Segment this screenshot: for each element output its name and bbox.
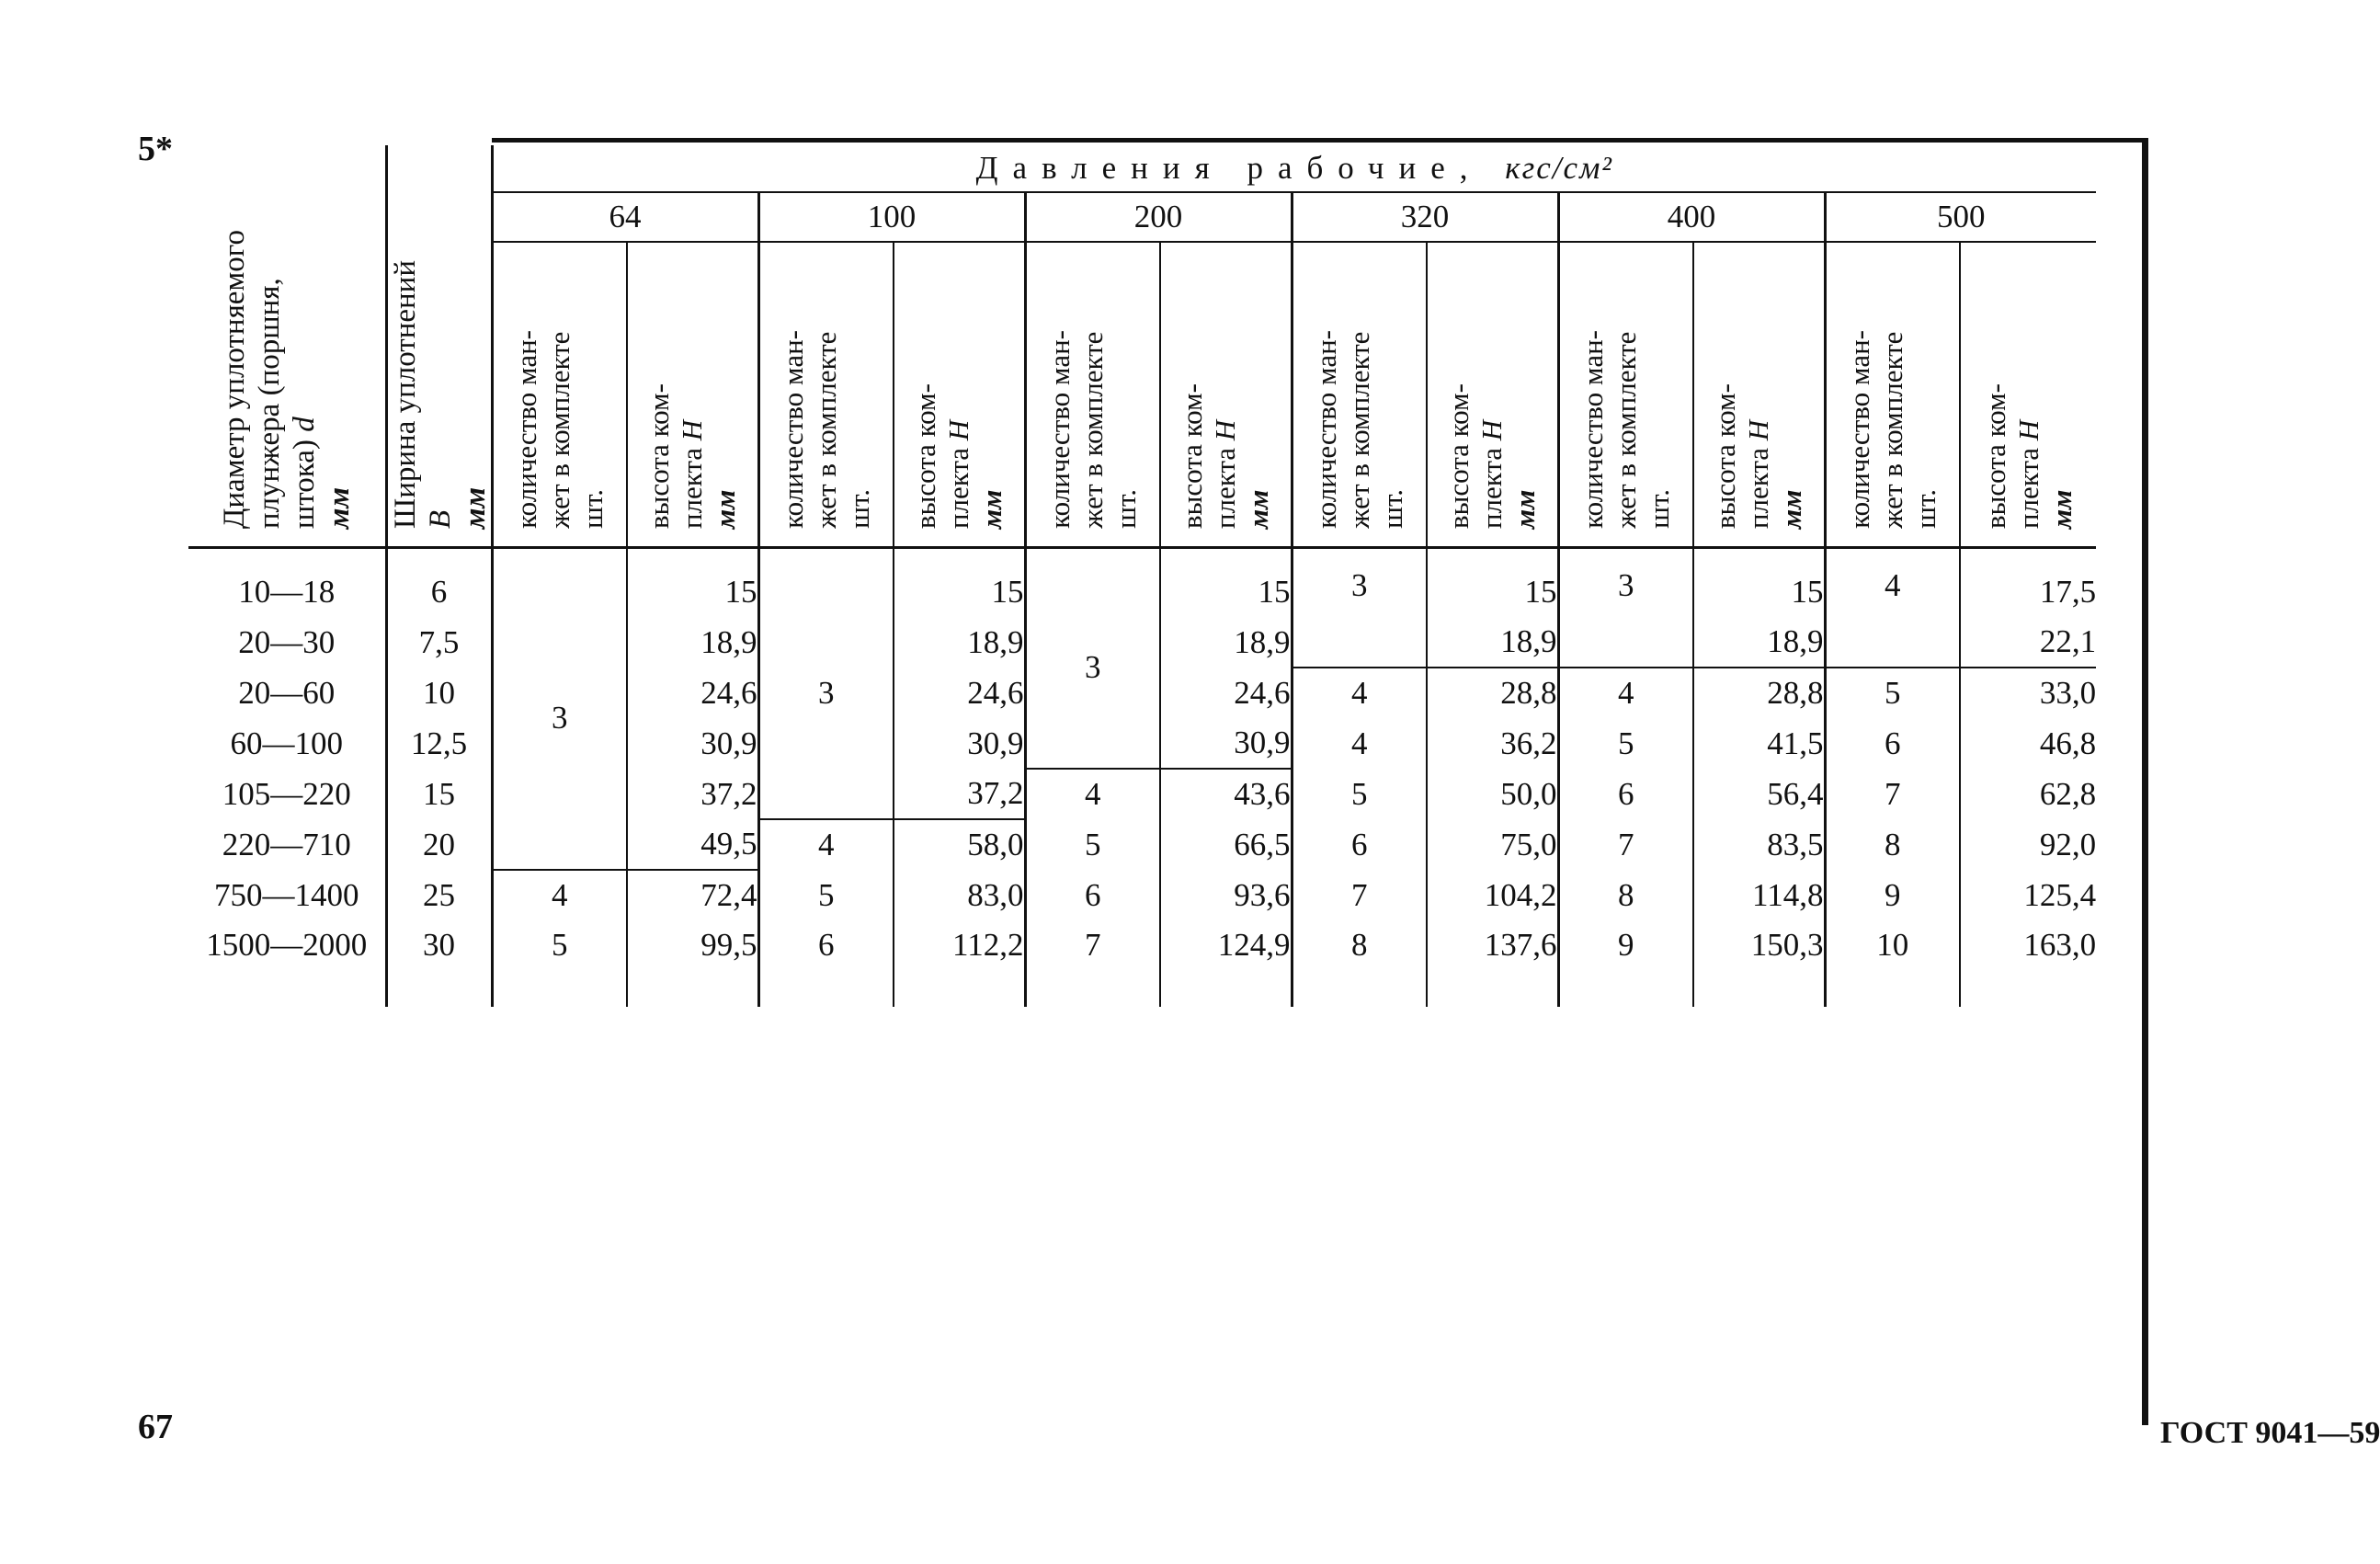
cell-count-400: 3: [1558, 548, 1693, 668]
cell-count-500: 5: [1825, 668, 1960, 718]
cell-diameter: 220—710: [222, 826, 351, 862]
cell-height-320: 36,2: [1427, 718, 1558, 769]
cell-diameter: 1500—2000: [206, 927, 368, 963]
cell-width: 7,5: [386, 617, 492, 668]
cell-count-500: 8: [1825, 819, 1960, 870]
document-title: ГОСТ 9041—59: [2160, 1416, 2380, 1450]
cell-diameter: 10—18: [238, 574, 336, 610]
header-count: количество ман- жет в комплекте шт.: [758, 242, 894, 548]
cell-height-200: 15: [1160, 548, 1292, 618]
cell-count-500: 7: [1825, 769, 1960, 819]
cell-height-64: 37,2: [627, 769, 758, 819]
cell-count-200: 7: [1025, 920, 1160, 1007]
cell-height-64: 72,4: [627, 870, 758, 920]
cell-count-200: 3: [1025, 548, 1160, 770]
cell-count-200: 5: [1025, 819, 1160, 870]
header-height: высота ком- плекта H мм: [894, 242, 1025, 548]
header-height: высота ком- плекта H мм: [1160, 242, 1292, 548]
cell-diameter: 20—60: [238, 674, 336, 711]
header-height: высота ком- плекта H мм: [1427, 242, 1558, 548]
cell-height-200: 18,9: [1160, 617, 1292, 668]
right-rule: [2142, 138, 2148, 1425]
cell-count-320: 7: [1292, 870, 1427, 920]
cell-height-500: 163,0: [2023, 927, 2097, 963]
cell-height-100: 15: [894, 548, 1025, 618]
table-row: [188, 819, 2096, 870]
cell-count-320: 5: [1292, 769, 1427, 819]
cell-height-500: 125,4: [2023, 876, 2097, 913]
cell-height-200: 124,9: [1160, 920, 1292, 1007]
cell-height-320: 50,0: [1427, 769, 1558, 819]
cell-height-100: 37,2: [894, 769, 1025, 819]
cell-height-100: 18,9: [894, 617, 1025, 668]
cell-width: 25: [386, 870, 492, 920]
cell-width: 30: [386, 920, 492, 1007]
cell-height-400: 83,5: [1693, 819, 1825, 870]
cell-count-400: 9: [1558, 920, 1693, 1007]
cell-height-320: 28,8: [1427, 668, 1558, 718]
header-height: высота ком- плекта H мм: [1960, 242, 2096, 548]
cell-diameter: 60—100: [230, 725, 343, 761]
cell-width: 10: [386, 668, 492, 718]
header-height: высота ком- плекта H мм: [1693, 242, 1825, 548]
cell-count-100: 3: [758, 548, 894, 820]
cell-height-320: 104,2: [1427, 870, 1558, 920]
cell-height-500: 22,1: [2039, 623, 2097, 659]
header-count: количество ман- жет в комплекте шт.: [1292, 242, 1427, 548]
cell-height-400: 15: [1693, 548, 1825, 618]
header-pressure-100: 100: [758, 192, 1025, 242]
cell-height-200: 24,6: [1160, 668, 1292, 718]
cell-height-320: 137,6: [1427, 920, 1558, 1007]
cell-count-400: 4: [1558, 668, 1693, 718]
table-row: [188, 920, 2096, 1007]
cell-height-200: 93,6: [1160, 870, 1292, 920]
cell-height-500: 92,0: [2039, 826, 2097, 862]
gost-table: [188, 145, 2096, 1007]
cell-width: 15: [386, 769, 492, 819]
header-pressure: Давления рабочие, кгс/см²: [492, 145, 2096, 192]
header-count: количество ман- жет в комплекте шт.: [1025, 242, 1160, 548]
top-rule: [492, 138, 2147, 143]
cell-height-400: 150,3: [1693, 920, 1825, 1007]
header-pressure-320: 320: [1292, 192, 1558, 242]
cell-diameter: 20—30: [238, 623, 336, 660]
header-pressure-500: 500: [1825, 192, 2096, 242]
cell-height-64: 15: [627, 548, 758, 618]
cell-height-320: 75,0: [1427, 819, 1558, 870]
cell-height-500: 33,0: [1960, 668, 2096, 718]
cell-height-200: 43,6: [1160, 769, 1292, 819]
cell-count-400: 8: [1558, 870, 1693, 920]
cell-height-64: 30,9: [627, 718, 758, 769]
cell-height-320: 18,9: [1427, 617, 1558, 668]
cell-count-320: 8: [1292, 920, 1427, 1007]
table-row: [188, 769, 2096, 819]
cell-count-500: 6: [1825, 718, 1960, 769]
cell-height-100: 83,0: [894, 870, 1025, 920]
cell-width: 6: [386, 548, 492, 618]
cell-height-64: 49,5: [627, 819, 758, 870]
cell-count-400: 5: [1558, 718, 1693, 769]
cell-height-100: 58,0: [894, 819, 1025, 870]
cell-height-200: 66,5: [1160, 819, 1292, 870]
cell-height-500: 46,8: [2039, 725, 2097, 761]
cell-height-64: 24,6: [627, 668, 758, 718]
table-row: [188, 548, 2096, 618]
cell-count-400: 6: [1558, 769, 1693, 819]
cell-count-320: 4: [1292, 668, 1427, 718]
header-diameter: Диаметр уплотняемого плунжера (поршня, штока) d мм: [188, 145, 386, 548]
cell-height-400: 114,8: [1693, 870, 1825, 920]
cell-count-100: 6: [758, 920, 894, 1007]
header-count: количество ман- жет в комплекте шт.: [1825, 242, 1960, 548]
cell-count-200: 4: [1025, 769, 1160, 819]
header-height: высота ком- плекта H мм: [627, 242, 758, 548]
cell-count-200: 6: [1025, 870, 1160, 920]
cell-height-400: 18,9: [1693, 617, 1825, 668]
cell-count-500: 9: [1825, 870, 1960, 920]
header-pressure-400: 400: [1558, 192, 1825, 242]
cell-height-100: 30,9: [894, 718, 1025, 769]
cell-height-100: 24,6: [894, 668, 1025, 718]
cell-diameter: 105—220: [222, 775, 351, 812]
cell-count-500: 10: [1825, 920, 1960, 1007]
cell-count-320: 4: [1292, 718, 1427, 769]
cell-count-100: 4: [758, 819, 894, 870]
header-pressure-200: 200: [1025, 192, 1292, 242]
cell-height-400: 28,8: [1693, 668, 1825, 718]
table-row: [188, 870, 2096, 920]
cell-count-64: 4: [492, 870, 627, 920]
cell-height-64: 18,9: [627, 617, 758, 668]
cell-height-64: 99,5: [627, 920, 758, 1007]
cell-height-200: 30,9: [1160, 718, 1292, 769]
header-count: количество ман- жет в комплекте шт.: [1558, 242, 1693, 548]
cell-diameter: 750—1400: [214, 876, 359, 913]
header-pressure-64: 64: [492, 192, 758, 242]
cell-height-320: 15: [1427, 548, 1558, 618]
cell-height-500: 62,8: [2039, 775, 2097, 812]
cell-height-100: 112,2: [894, 920, 1025, 1007]
cell-height-400: 56,4: [1693, 769, 1825, 819]
header-width: Ширина уплотнений B мм: [386, 145, 492, 548]
page-number: 67: [138, 1408, 173, 1446]
cell-count-320: 6: [1292, 819, 1427, 870]
page-mark: 5*: [138, 130, 173, 168]
header-count: количество ман- жет в комплекте шт.: [492, 242, 627, 548]
cell-height-400: 41,5: [1693, 718, 1825, 769]
cell-width: 12,5: [386, 718, 492, 769]
cell-count-64: 5: [492, 920, 627, 1007]
cell-count-64: 3: [492, 548, 627, 871]
cell-width: 20: [386, 819, 492, 870]
cell-count-320: 3: [1292, 548, 1427, 668]
cell-height-500: 17,5: [2039, 574, 2097, 610]
cell-count-400: 7: [1558, 819, 1693, 870]
cell-count-500: 4: [1825, 548, 1960, 668]
cell-count-100: 5: [758, 870, 894, 920]
